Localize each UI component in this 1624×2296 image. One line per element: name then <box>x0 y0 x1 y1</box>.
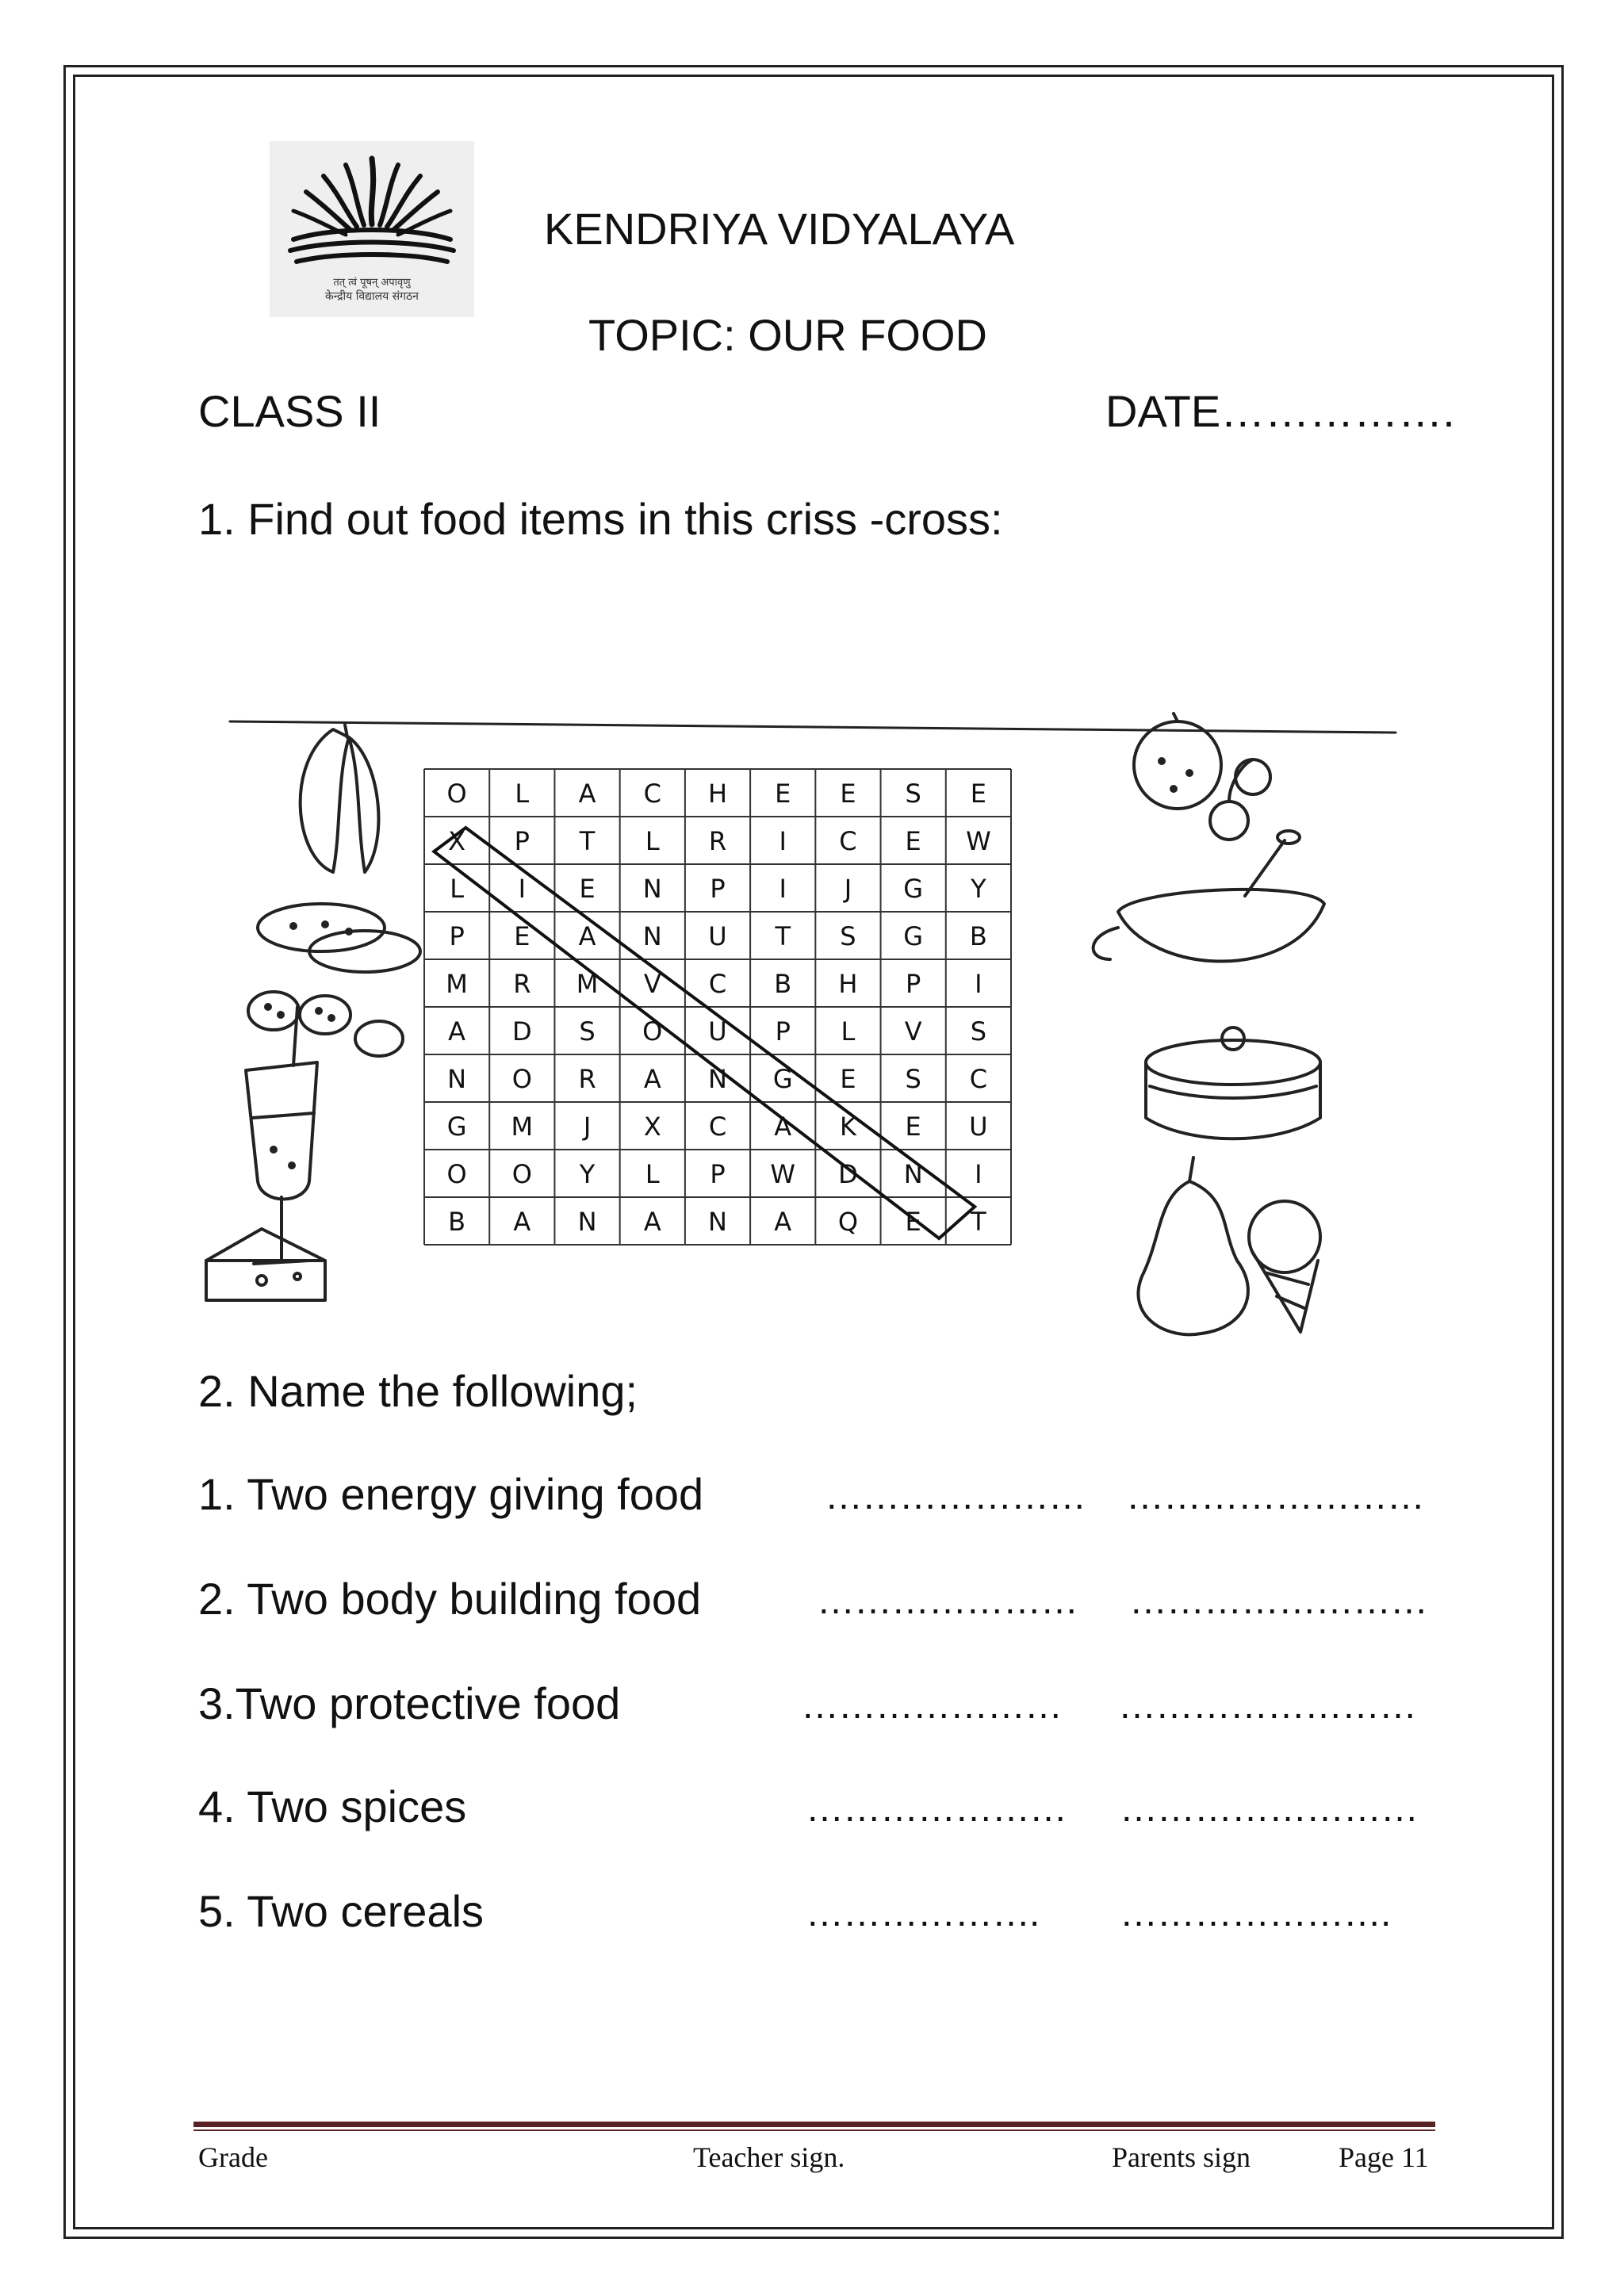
biscuits-icon <box>248 992 403 1056</box>
grid-letter[interactable]: L <box>450 874 465 904</box>
chapati-icon <box>258 904 420 972</box>
grid-letter[interactable]: Y <box>971 874 986 904</box>
grid-letter[interactable]: C <box>708 1112 727 1142</box>
answer-blank-2[interactable]: …………………… <box>1129 1580 1427 1622</box>
footer-parents-sign: Parents sign <box>1112 2141 1251 2173</box>
grid-letter[interactable]: N <box>708 1064 727 1094</box>
kvs-logo <box>270 141 474 317</box>
grid-letter[interactable]: C <box>708 969 727 999</box>
grid-letter[interactable]: H <box>707 779 728 809</box>
grid-letter[interactable]: E <box>905 1207 921 1237</box>
grid-letter[interactable]: T <box>579 826 596 856</box>
soup-bowl-icon <box>1094 831 1324 962</box>
grid-letter[interactable]: B <box>774 969 792 999</box>
grid-letter[interactable]: A <box>643 1207 661 1237</box>
letter-grid <box>424 769 1011 1245</box>
grid-letter[interactable]: A <box>578 921 596 951</box>
grid-letter[interactable]: G <box>903 874 924 904</box>
grid-letter[interactable]: E <box>775 779 791 809</box>
grid-letter[interactable]: M <box>576 969 599 999</box>
footer-teacher-sign: Teacher sign. <box>693 2141 845 2173</box>
grid-letter[interactable]: J <box>844 874 852 904</box>
footer-rule <box>193 2122 1435 2127</box>
grid-letter[interactable]: P <box>449 921 465 951</box>
grid-letter[interactable]: P <box>710 874 726 904</box>
question-2-item-label: 3.Two protective food <box>198 1678 621 1728</box>
grid-letter[interactable]: B <box>448 1207 466 1237</box>
grid-letter[interactable]: N <box>642 921 662 951</box>
grid-letter[interactable]: A <box>774 1207 792 1237</box>
grid-letter[interactable]: P <box>514 826 530 856</box>
grid-letter[interactable]: I <box>779 826 787 856</box>
grid-letter[interactable]: L <box>645 1159 660 1189</box>
grid-letter[interactable]: N <box>642 874 662 904</box>
grid-letter[interactable]: K <box>839 1112 856 1142</box>
ice-cream-icon <box>1249 1201 1320 1332</box>
answer-blank-2[interactable]: …………………… <box>1126 1475 1424 1517</box>
question-2-item-label: 4. Two spices <box>198 1781 467 1831</box>
question-2-item-label: 1. Two energy giving food <box>198 1469 704 1519</box>
grid-letter[interactable]: O <box>511 1159 532 1189</box>
grid-letter[interactable]: N <box>577 1207 597 1237</box>
grid-letter[interactable]: N <box>708 1207 727 1237</box>
sun-rays-emblem <box>270 141 474 276</box>
logo-motto: तत् त्वं पूषन् अपावृणु <box>333 277 411 289</box>
grid-letter[interactable]: T <box>775 921 791 951</box>
class-label: CLASS II <box>198 386 381 436</box>
grid-letter[interactable]: Q <box>837 1207 859 1237</box>
grid-letter[interactable]: I <box>518 874 527 904</box>
answer-blank-2[interactable]: …………………. <box>1120 1892 1391 1934</box>
grid-letter[interactable]: E <box>514 921 530 951</box>
answer-blank-1[interactable]: ………………. <box>806 1892 1040 1934</box>
grid-letter[interactable]: I <box>975 969 982 999</box>
grid-letter[interactable]: D <box>838 1159 858 1189</box>
grid-letter[interactable]: S <box>905 779 921 809</box>
grid-letter[interactable]: S <box>970 1016 987 1047</box>
grid-letter[interactable]: G <box>772 1064 793 1094</box>
grid-letter[interactable]: U <box>708 1016 727 1047</box>
answer-blank-2[interactable]: …………………… <box>1120 1788 1418 1830</box>
grid-letter[interactable]: O <box>446 779 467 809</box>
date-field: DATE……………. <box>1105 386 1455 436</box>
grid-letter[interactable]: C <box>839 826 857 856</box>
grid-letter[interactable]: J <box>583 1112 592 1142</box>
grid-letter[interactable]: I <box>779 874 787 904</box>
question-1: 1. Find out food items in this criss -cross: <box>198 494 1003 544</box>
grid-letter[interactable]: A <box>578 779 596 809</box>
answer-blank-1[interactable]: ………………… <box>817 1580 1078 1622</box>
grid-letter[interactable]: E <box>905 1112 921 1142</box>
grid-letter[interactable]: V <box>643 969 661 999</box>
grid-letter[interactable]: G <box>446 1112 467 1142</box>
grid-letter[interactable]: R <box>578 1064 596 1094</box>
logo-org-name: केन्द्रीय विद्यालय संगठन <box>325 290 419 303</box>
grid-letter[interactable]: O <box>446 1159 467 1189</box>
grid-letter[interactable]: P <box>710 1159 726 1189</box>
juice-glass-icon <box>246 1007 317 1264</box>
grid-letter[interactable]: L <box>841 1016 856 1047</box>
grid-letter[interactable]: U <box>969 1112 988 1142</box>
answer-blank-2[interactable]: …………………… <box>1118 1685 1416 1727</box>
grid-letter[interactable]: I <box>975 1159 982 1189</box>
word-search-puzzle <box>198 690 1435 1356</box>
grid-letter[interactable]: M <box>511 1112 534 1142</box>
grid-letter[interactable]: N <box>903 1159 923 1189</box>
grid-letter[interactable]: E <box>840 779 856 809</box>
grid-letter[interactable]: A <box>513 1207 531 1237</box>
grid-letter[interactable]: R <box>708 826 727 856</box>
grid-letter[interactable]: A <box>774 1112 792 1142</box>
grid-letter[interactable]: B <box>969 921 987 951</box>
cake-icon <box>1146 1027 1320 1138</box>
grid-letter[interactable]: X <box>448 826 466 856</box>
grid-letter[interactable]: E <box>970 779 986 809</box>
grid-letter[interactable]: Y <box>579 1159 596 1189</box>
grid-letter[interactable]: A <box>448 1016 466 1047</box>
question-2-item-label: 5. Two cereals <box>198 1886 485 1936</box>
grid-letter[interactable]: E <box>579 874 596 904</box>
answer-blank-1[interactable]: ………………… <box>801 1685 1062 1727</box>
grid-letter[interactable]: D <box>512 1016 532 1047</box>
grid-letter[interactable]: W <box>966 826 991 856</box>
question-2-title: 2. Name the following; <box>198 1366 638 1416</box>
sketch-line <box>230 721 1396 733</box>
answer-blank-1[interactable]: ………………… <box>806 1788 1067 1830</box>
grid-letter[interactable]: O <box>511 1064 532 1094</box>
footer-rule-thin <box>193 2130 1435 2131</box>
grid-letter[interactable]: P <box>775 1016 791 1047</box>
grid-letter[interactable]: S <box>579 1016 596 1047</box>
grid-letter[interactable]: C <box>643 779 661 809</box>
grid-letter[interactable]: V <box>904 1016 922 1047</box>
grid-letter[interactable]: S <box>840 921 856 951</box>
grid-letter[interactable]: L <box>645 826 660 856</box>
grid-letter[interactable]: W <box>770 1159 796 1189</box>
grid-letter[interactable]: S <box>905 1064 921 1094</box>
question-2-item-label: 2. Two body building food <box>198 1574 702 1624</box>
grid-letter[interactable]: A <box>643 1064 661 1094</box>
grid-letter[interactable]: G <box>903 921 924 951</box>
grid-letter[interactable]: C <box>969 1064 988 1094</box>
grid-letter[interactable]: N <box>447 1064 467 1094</box>
banana-bunch-icon <box>301 725 379 872</box>
grid-letter[interactable]: X <box>643 1112 661 1142</box>
footer-grade: Grade <box>198 2141 268 2173</box>
orange-icon <box>1134 714 1221 809</box>
grid-letter[interactable]: U <box>708 921 727 951</box>
pear-icon <box>1138 1158 1247 1334</box>
grid-letter[interactable]: O <box>642 1016 663 1047</box>
topic-title: TOPIC: OUR FOOD <box>588 310 987 360</box>
grid-letter[interactable]: H <box>838 969 858 999</box>
grid-letter[interactable]: E <box>840 1064 856 1094</box>
grid-letter[interactable]: P <box>906 969 921 999</box>
grid-letter[interactable]: L <box>515 779 530 809</box>
answer-blank-1[interactable]: ………………… <box>825 1475 1086 1517</box>
grid-letter[interactable]: M <box>446 969 468 999</box>
grid-letter[interactable]: T <box>971 1207 986 1237</box>
school-name: KENDRIYA VIDYALAYA <box>544 204 1015 254</box>
grid-letter[interactable]: E <box>905 826 921 856</box>
footer-page-number: Page 11 <box>1339 2141 1429 2173</box>
grid-letter[interactable]: R <box>513 969 531 999</box>
